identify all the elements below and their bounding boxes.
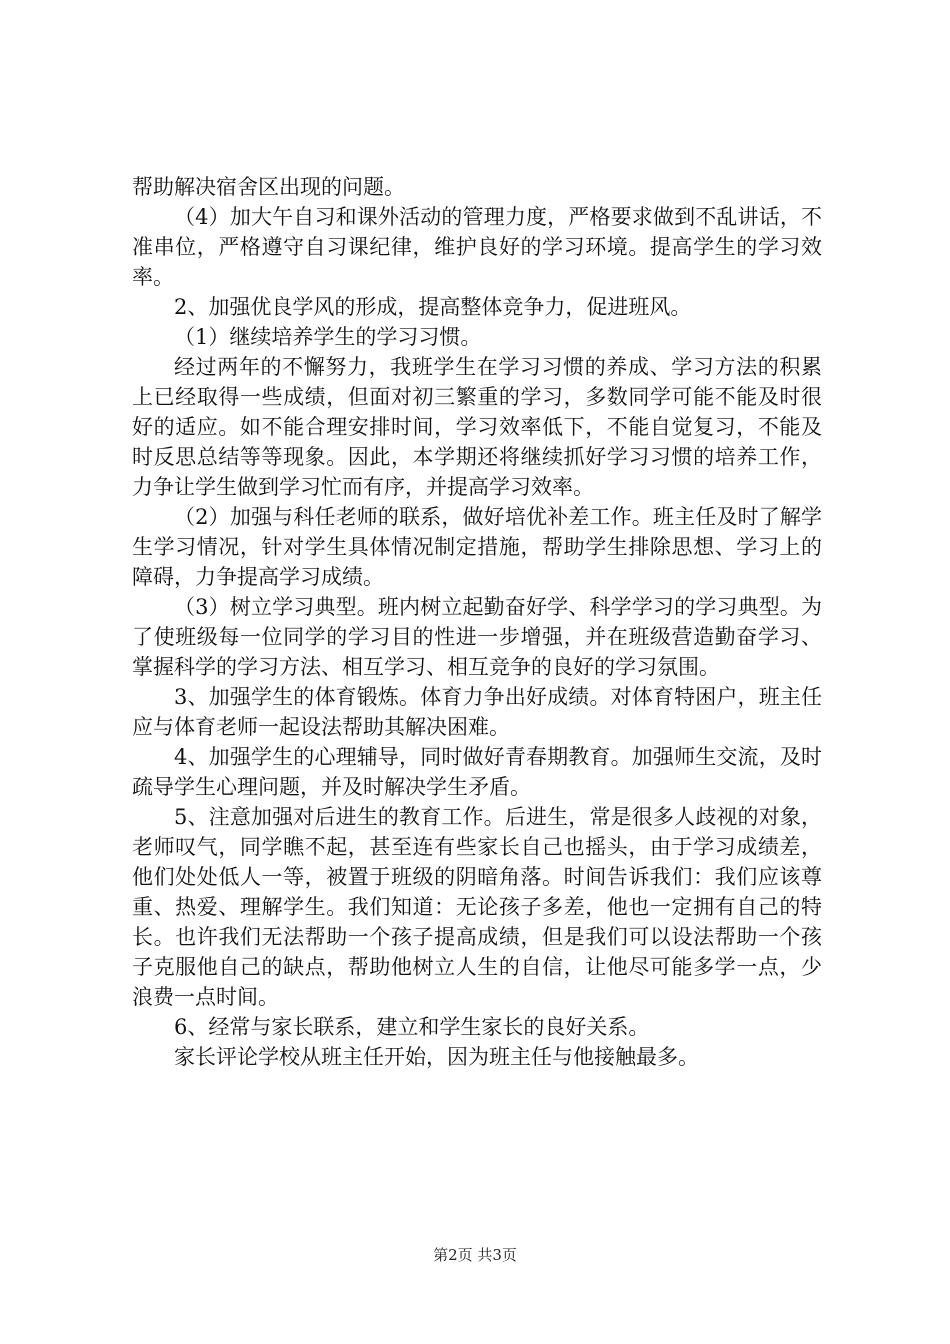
page-footer: 第2页 共3页 [433, 1246, 517, 1264]
paragraph-5: 经过两年的不懈努力，我班学生在学习习惯的养成、学习方法的积累上已经取得一些成绩，但面对初三繁重的学习，多数同学可能不能及时很好的适应。如不能合理安排时间，学习效率低下，不能自觉复习，不能及时反思总结等等现象。因此，本学期还将继续抓好学习习惯的培养工作，力争让学生做到学习忙而有序，并提高学习效率。 [132, 355, 822, 499]
paragraph-10: 5、注意加强对后进生的教育工作。后进生，常是很多人歧视的对象，老师叹气，同学瞧不起，甚至连有些家长自己也摇头，由于学习成绩差，他们处处低人一等，被置于班级的阴暗角落。时间告诉我们：我们应该尊重、热爱、理解学生。我们知道：无论孩子多差，他也一定拥有自己的特长。也许我们无法帮助一个孩子提高成绩，但是我们可以设法帮助一个孩子克服他自己的缺点，帮助他树立人生的自信，让他尽可能多学一点，少浪费一点时间。 [132, 805, 822, 1009]
paragraph-11: 6、经常与家长联系，建立和学生家长的良好关系。 [174, 1015, 650, 1039]
paragraph-2: （4）加大午自习和课外活动的管理力度，严格要求做到不乱讲话，不准串位，严格遵守自习课纪律，维护良好的学习环境。提高学生的学习效率。 [132, 205, 822, 289]
paragraph-1: 帮助解决宿舍区出现的问题。 [132, 175, 405, 199]
paragraph-7: （3）树立学习典型。班内树立起勤奋好学、科学学习的学习典型。为了使班级每一位同学的学习目的性进一步增强，并在班级营造勤奋学习、掌握科学的学习方法、相互学习、相互竞争的良好的学习氛围。 [132, 595, 822, 679]
paragraph-8: 3、加强学生的体育锻炼。体育力争出好成绩。对体育特困户，班主任应与体育老师一起设法帮助其解决困难。 [132, 685, 822, 739]
paragraph-12: 家长评论学校从班主任开始，因为班主任与他接触最多。 [174, 1045, 699, 1069]
paragraph-9: 4、加强学生的心理辅导，同时做好青春期教育。加强师生交流，及时疏导学生心理问题，并及时解决学生矛盾。 [132, 745, 822, 799]
document-body [132, 172, 822, 1072]
paragraph-6: （2）加强与科任老师的联系，做好培优补差工作。班主任及时了解学生学习情况，针对学生具体情况制定措施，帮助学生排除思想、学习上的障碍，力争提高学习成绩。 [132, 505, 822, 589]
paragraph-4: （1）继续培养学生的学习习惯。 [174, 325, 482, 349]
paragraph-3: 2、加强优良学风的形成，提高整体竞争力，促进班风。 [174, 295, 692, 319]
